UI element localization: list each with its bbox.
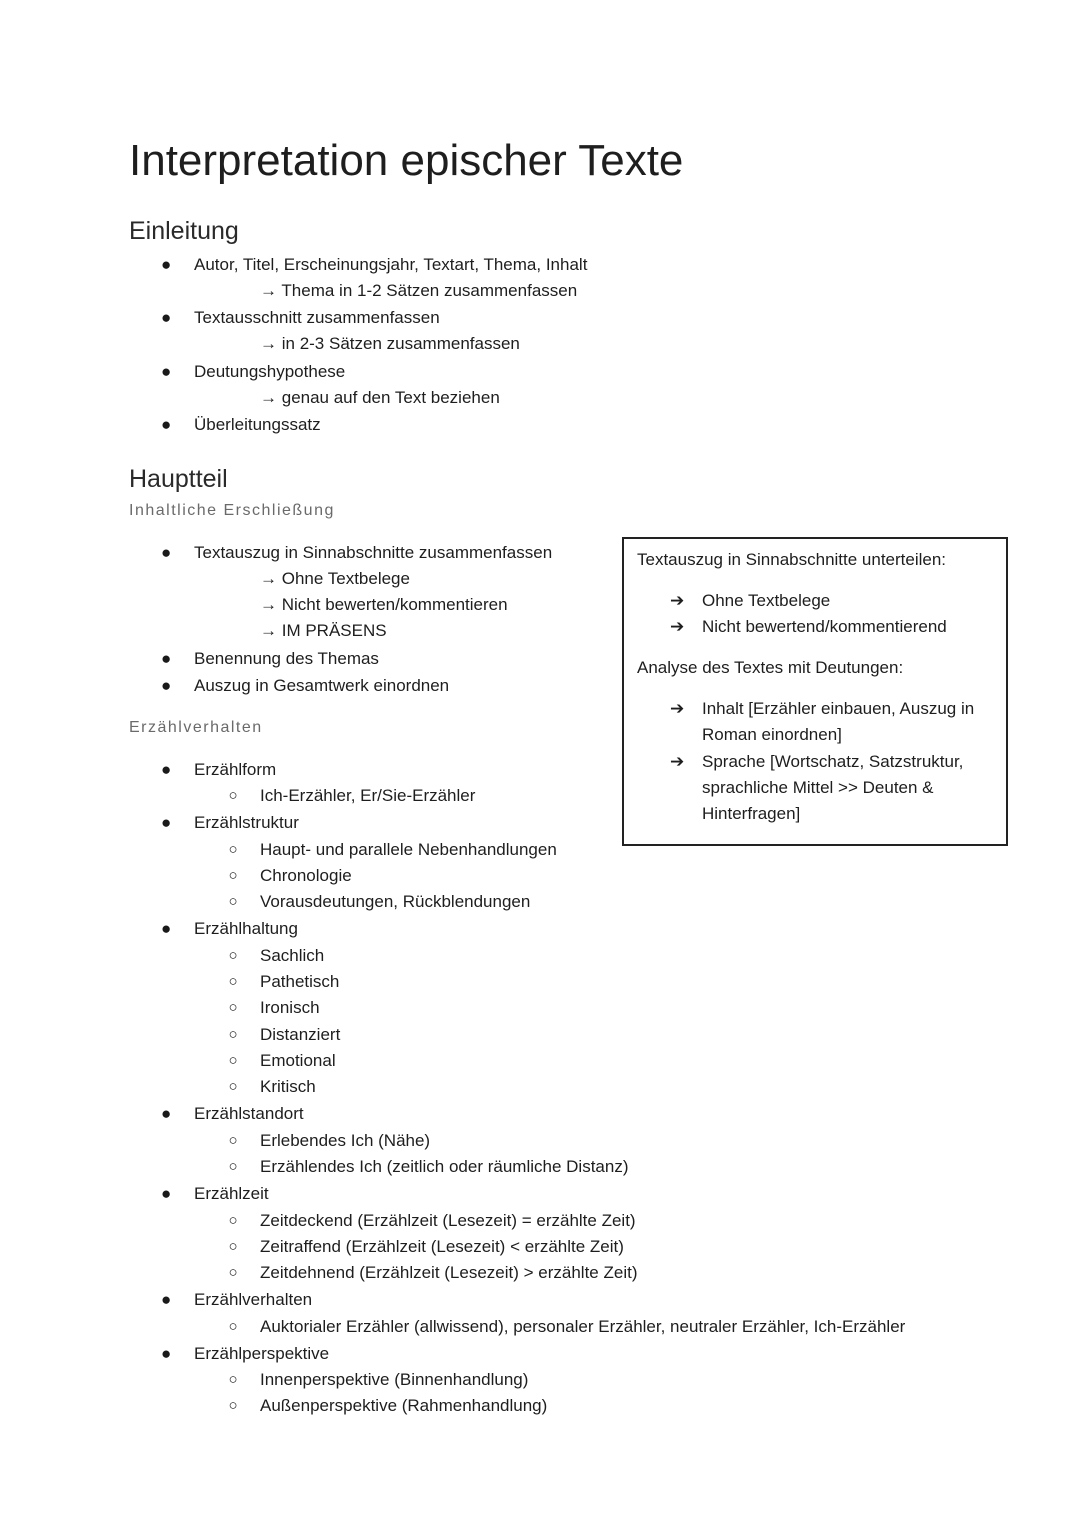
circle-bullet: ○ [228,893,238,910]
sub-item: → IM PRÄSENS [260,621,387,640]
info-box [622,537,1008,846]
box-heading: Textauszug in Sinnabschnitte unterteilen: [637,550,947,569]
list-item: Überleitungssatz [194,415,321,434]
bullet: ● [161,1290,172,1309]
list-item: Textausschnitt zusammenfassen [194,308,440,327]
sub-item: → genau auf den Text beziehen [260,388,500,407]
sub-item: Zeitdeckend (Erzählzeit (Lesezeit) = erzählte Zeit) [260,1211,636,1230]
bullet: ● [161,1344,172,1363]
arrow-icon: → [260,388,277,407]
circle-bullet: ○ [228,1371,238,1388]
bold-arrow-icon: ➔ [670,591,685,610]
page-title: Interpretation epischer Texte [129,136,684,185]
sub-item: Erlebendes Ich (Nähe) [260,1131,431,1150]
circle-bullet: ○ [228,1052,238,1069]
circle-bullet: ○ [228,1132,238,1149]
bullet: ● [161,649,172,668]
sub-item: Auktorialer Erzähler (allwissend), personaler Erzähler, neutraler Erzähler, Ich-Erzähler [260,1317,906,1336]
sub-item: Erzählendes Ich (zeitlich oder räumliche Distanz) [260,1157,629,1176]
circle-bullet: ○ [228,867,238,884]
circle-bullet: ○ [228,1158,238,1175]
sub-item: Ich-Erzähler, Er/Sie-Erzähler [260,786,476,805]
list-item: Erzählzeit [194,1184,269,1203]
sub-item: Innenperspektive (Binnenhandlung) [260,1370,529,1389]
sub-item: Vorausdeutungen, Rückblendungen [260,892,531,911]
arrow-icon: → [260,281,277,300]
list-item: Erzählstruktur [194,813,299,832]
subheading-inhaltliche-erschliessung: Inhaltliche Erschließung [129,502,335,519]
sub-item: Sachlich [260,946,325,965]
arrow-icon: → [260,621,277,640]
section-heading-einleitung: Einleitung [129,217,239,245]
sub-item: Emotional [260,1051,336,1070]
sub-item: Distanziert [260,1025,341,1044]
box-item-continuation: Roman einordnen] [702,725,842,744]
sub-item: Pathetisch [260,972,340,991]
box-item: Nicht bewertend/kommentierend [702,617,947,636]
subheading-erzaehlverhalten: Erzählverhalten [129,719,263,736]
arrow-icon: → [260,569,277,588]
box-item-continuation: Hinterfragen] [702,804,801,823]
sub-item: Zeitdehnend (Erzählzeit (Lesezeit) > erzählte Zeit) [260,1263,638,1282]
arrow-icon: → [260,334,277,353]
circle-bullet: ○ [228,1212,238,1229]
bullet: ● [161,362,172,381]
circle-bullet: ○ [228,1318,238,1335]
bullet: ● [161,255,172,274]
box-item-continuation: sprachliche Mittel >> Deuten & [702,778,934,797]
bold-arrow-icon: ➔ [670,752,685,771]
box-item: Sprache [Wortschatz, Satzstruktur, [702,752,964,771]
bullet: ● [161,919,172,938]
list-item: Auszug in Gesamtwerk einordnen [194,676,450,695]
sub-item: Kritisch [260,1077,316,1096]
section-heading-hauptteil: Hauptteil [129,465,228,493]
bold-arrow-icon: ➔ [670,699,685,718]
bullet: ● [161,813,172,832]
list-item: Autor, Titel, Erscheinungsjahr, Textart, Thema, Inhalt [194,255,588,274]
box-item: Inhalt [Erzähler einbauen, Auszug in [702,699,975,718]
sub-item: → Thema in 1-2 Sätzen zusammenfassen [260,281,578,300]
bullet: ● [161,676,172,695]
sub-item: Zeitraffend (Erzählzeit (Lesezeit) < erzählte Zeit) [260,1237,624,1256]
sub-item: → Ohne Textbelege [260,569,410,588]
bullet: ● [161,1104,172,1123]
list-item: Erzählverhalten [194,1290,313,1309]
list-item: Erzählhaltung [194,919,298,938]
list-item: Erzählstandort [194,1104,304,1123]
list-item: Textauszug in Sinnabschnitte zusammenfassen [194,543,553,562]
circle-bullet: ○ [228,999,238,1016]
list-item: Erzählperspektive [194,1344,330,1363]
circle-bullet: ○ [228,1078,238,1095]
sub-item: Chronologie [260,866,352,885]
list-item: Deutungshypothese [194,362,346,381]
sub-item: Haupt- und parallele Nebenhandlungen [260,840,557,859]
sub-item: Außenperspektive (Rahmenhandlung) [260,1396,548,1415]
bullet: ● [161,1184,172,1203]
bullet: ● [161,308,172,327]
circle-bullet: ○ [228,841,238,858]
circle-bullet: ○ [228,947,238,964]
sub-item: → in 2-3 Sätzen zusammenfassen [260,334,520,353]
circle-bullet: ○ [228,1397,238,1414]
bold-arrow-icon: ➔ [670,617,685,636]
arrow-icon: → [260,595,277,614]
bullet: ● [161,415,172,434]
circle-bullet: ○ [228,973,238,990]
circle-bullet: ○ [228,1264,238,1281]
sub-item: Ironisch [260,998,320,1017]
bullet: ● [161,543,172,562]
list-item: Erzählform [194,760,277,779]
sub-item: → Nicht bewerten/kommentieren [260,595,508,614]
circle-bullet: ○ [228,1238,238,1255]
circle-bullet: ○ [228,787,238,804]
box-heading: Analyse des Textes mit Deutungen: [637,658,904,677]
circle-bullet: ○ [228,1026,238,1043]
list-item: Benennung des Themas [194,649,379,668]
box-item: Ohne Textbelege [702,591,831,610]
bullet: ● [161,760,172,779]
